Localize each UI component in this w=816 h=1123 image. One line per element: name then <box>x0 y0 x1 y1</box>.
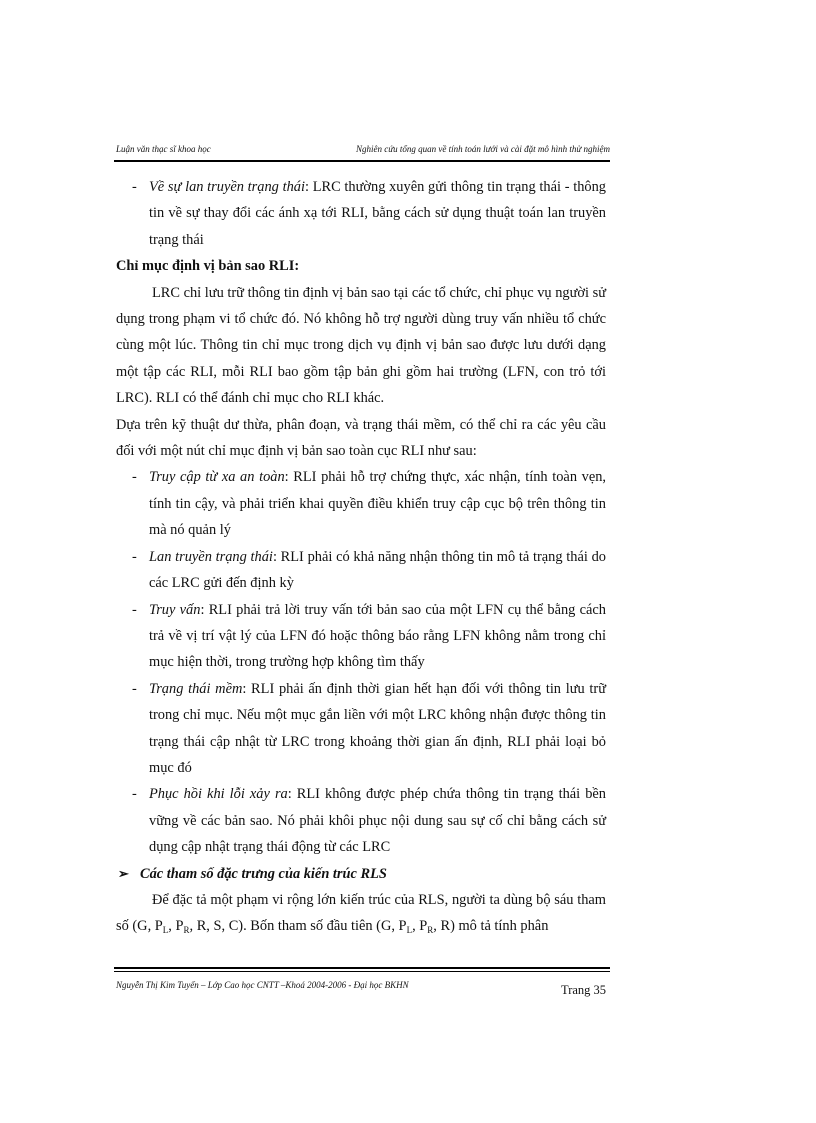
section-title: Chỉ mục định vị bản sao RLI: <box>116 258 300 275</box>
list-dash: - <box>132 786 137 803</box>
list-dash: - <box>132 469 137 486</box>
page-header <box>116 141 610 159</box>
list-item <box>116 464 606 543</box>
footer-author: Nguyễn Thị Kim Tuyến – Lớp Cao học CNTT –Khoá 2004-2006 - Đại học BKHN <box>116 980 409 990</box>
list-item <box>116 676 606 782</box>
paragraph-3 <box>116 887 606 940</box>
list-term: Phục hồi khi lỗi xảy ra <box>149 786 288 803</box>
list-term: Truy vấn <box>149 601 201 618</box>
list-term: Truy cập từ xa an toàn <box>149 469 285 486</box>
list-term: Trạng thái mềm <box>149 680 243 697</box>
list-text: : RLI phải có khả năng nhận thông tin mô tả trạng thái do các LRC gửi đến định kỳ <box>149 548 606 592</box>
header-right: Nghiên cứu tổng quan về tính toán lưới và cài đặt mô hình thử nghiệm <box>356 144 610 154</box>
para3-text-d: , P <box>412 918 428 935</box>
list-item <box>116 174 606 253</box>
page-number: Trang 35 <box>561 983 607 997</box>
footer-rule-thin <box>114 971 610 972</box>
para3-text-e: , R) mô tả tính phân <box>433 918 549 935</box>
list-text: : RLI phải trả lời truy vấn tới bản sao của một LFN cụ thể bằng cách trả về vị trí vật lý của LFN đó hoặc thông báo rằng LFN không nằm trong chỉ mục hiện thời, trong trường hợp không tìm thấy <box>149 601 606 671</box>
page-body <box>116 174 606 940</box>
list-term: Về sự lan truyền trạng thái <box>149 179 305 195</box>
list-dash: - <box>132 601 137 618</box>
para3-text-a: Để đặc tả một phạm vi rộng lớn kiến trúc của RLS, người ta dùng bộ sáu tham số (G, P <box>116 891 606 935</box>
para3-text-b: , P <box>168 918 184 935</box>
footer-rule-thick <box>114 967 610 969</box>
list-item <box>116 781 606 860</box>
list-text: : RLI không được phép chứa thông tin trạng thái bền vững về các bản sao. Nó phải khôi phục nội dung sau sự cố chỉ bằng cách sử dụng cập nhật trạng thái động từ các LRC <box>149 786 606 856</box>
paragraph-2: Dựa trên kỹ thuật dư thừa, phân đoạn, và trạng thái mềm, có thể chỉ ra các yêu cầu đối với một nút chỉ mục định vị bản sao toàn cục RLI như sau: <box>116 416 606 460</box>
list-dash: - <box>132 548 137 565</box>
paragraph-1: LRC chỉ lưu trữ thông tin định vị bản sao tại các tổ chức, chỉ phục vụ người sử dụng trong phạm vi tổ chức đó. Nó không hỗ trợ người dùng truy vấn nhiều tổ chức cùng một lúc. Thông tin chỉ mục trong dịch vụ định vị bản sao được lưu dưới dạng một tập các RLI, mỗi RLI bao gồm tập bản ghi gồm hai trường (LFN, con trỏ tới LRC). RLI có thể đánh chỉ mục cho RLI khác. <box>116 284 606 407</box>
subheading <box>116 861 606 887</box>
list-text: : RLI phải ấn định thời gian hết hạn đối với thông tin lưu trữ trong chỉ mục. Nếu một mục gắn liền với một LRC không nhận được thông tin trạng thái cập nhật từ LRC trong khoảng thời gian ấn định, RLI phải loại bỏ mục đó <box>149 680 606 776</box>
subheading-text: Các tham số đặc trưng của kiến trúc RLS <box>140 865 387 882</box>
list-text: : LRC thường xuyên gửi thông tin trạng thái - thông tin về sự thay đổi các ánh xạ tới RLI, bằng cách sử dụng thuật toán lan truyền trạng thái <box>149 179 607 248</box>
para3-text-c: , R, S, C). Bốn tham số đầu tiên (G, P <box>189 918 407 935</box>
header-left: Luận văn thạc sĩ khoa học <box>116 144 211 154</box>
list-item <box>116 597 606 676</box>
subscript-l: L <box>162 925 169 936</box>
list-text: : RLI phải hỗ trợ chứng thực, xác nhận, tính toàn vẹn, tính tin cậy, và phải triển khai quyền điều khiển truy cập cục bộ trên thông tin mà nó quản lý <box>149 469 607 539</box>
list-term: Lan truyền trạng thái <box>149 548 273 565</box>
list-item <box>116 544 606 597</box>
arrow-bullet-icon: ➢ <box>118 865 129 881</box>
subscript-r: R <box>183 925 190 936</box>
header-rule <box>114 160 610 162</box>
subscript-l: L <box>406 925 413 936</box>
list-dash: - <box>132 179 137 195</box>
subscript-r: R <box>427 925 434 936</box>
list-dash: - <box>132 680 137 697</box>
